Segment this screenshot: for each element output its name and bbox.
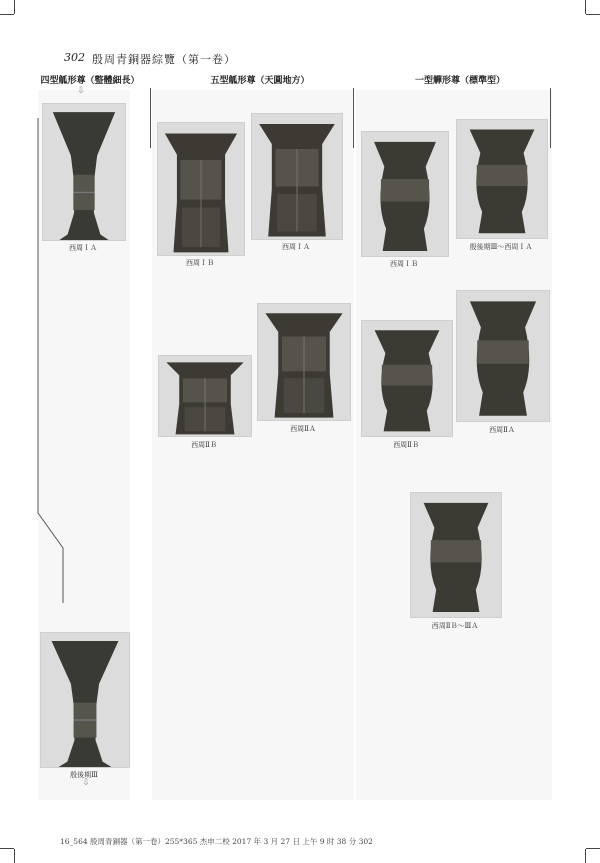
page-number: 302	[64, 51, 85, 64]
down-arrow-icon: ⇩	[82, 778, 90, 788]
column-divider	[550, 88, 551, 148]
photo-caption: 西周ＩＢ	[186, 259, 214, 267]
crop-mark	[0, 14, 14, 15]
bronze-zhi-zun-photo	[361, 320, 453, 437]
photo-caption: 西周ⅡＢ	[191, 441, 217, 449]
crop-mark	[586, 848, 600, 849]
photo-caption: 西周ⅡＡ	[290, 425, 316, 433]
crop-mark	[14, 0, 15, 14]
column-divider	[150, 88, 151, 148]
photo-caption: 西周ⅡＢ	[393, 441, 419, 449]
photo-caption: 西周ＩＡ	[282, 243, 310, 251]
column-heading-type4: 四型觚形尊（整體細長）	[40, 76, 140, 86]
print-footer: 16_564 殷周青銅器（第一卷）255*365 杰申二校 2017 年 3 月 27 日 上午 9 时 38 分 302	[60, 837, 373, 846]
bronze-zhi-zun-photo	[456, 290, 550, 422]
bronze-zhi-zun-photo	[410, 492, 502, 618]
photo-caption: 西周ＩＡ	[69, 244, 97, 252]
bronze-square-zun-photo	[158, 355, 252, 437]
photo-caption: 西周ⅡＡ	[489, 426, 515, 434]
column-heading-zhi-type1: 一型觶形尊（標準型）	[414, 76, 505, 86]
bronze-square-zun-photo	[251, 113, 343, 240]
down-arrow-icon: ⇩	[77, 86, 85, 96]
crop-mark	[14, 849, 15, 863]
crop-mark	[585, 849, 586, 863]
column-divider	[353, 88, 354, 148]
bronze-zhi-zun-photo	[361, 131, 449, 257]
column-heading-type5: 五型觚形尊（天圓地方）	[210, 76, 310, 86]
photo-caption: 西周ＩＢ	[390, 260, 418, 268]
photo-caption: 殷後期Ⅲ～西周ＩＡ	[469, 243, 533, 251]
bronze-zhi-zun-photo	[456, 119, 548, 239]
crop-mark	[586, 14, 600, 15]
bronze-square-zun-photo	[157, 122, 245, 256]
crop-mark	[585, 0, 586, 14]
bronze-gu-photo	[40, 632, 130, 768]
photo-caption: 殷後期Ⅲ	[70, 771, 98, 779]
bronze-square-zun-photo	[257, 303, 351, 421]
crop-mark	[0, 848, 14, 849]
photo-caption: 西周ⅡＢ～ⅢＡ	[431, 622, 479, 630]
book-title: 殷周青銅器綜覽（第一卷）	[92, 53, 236, 66]
bronze-gu-photo	[42, 103, 126, 241]
